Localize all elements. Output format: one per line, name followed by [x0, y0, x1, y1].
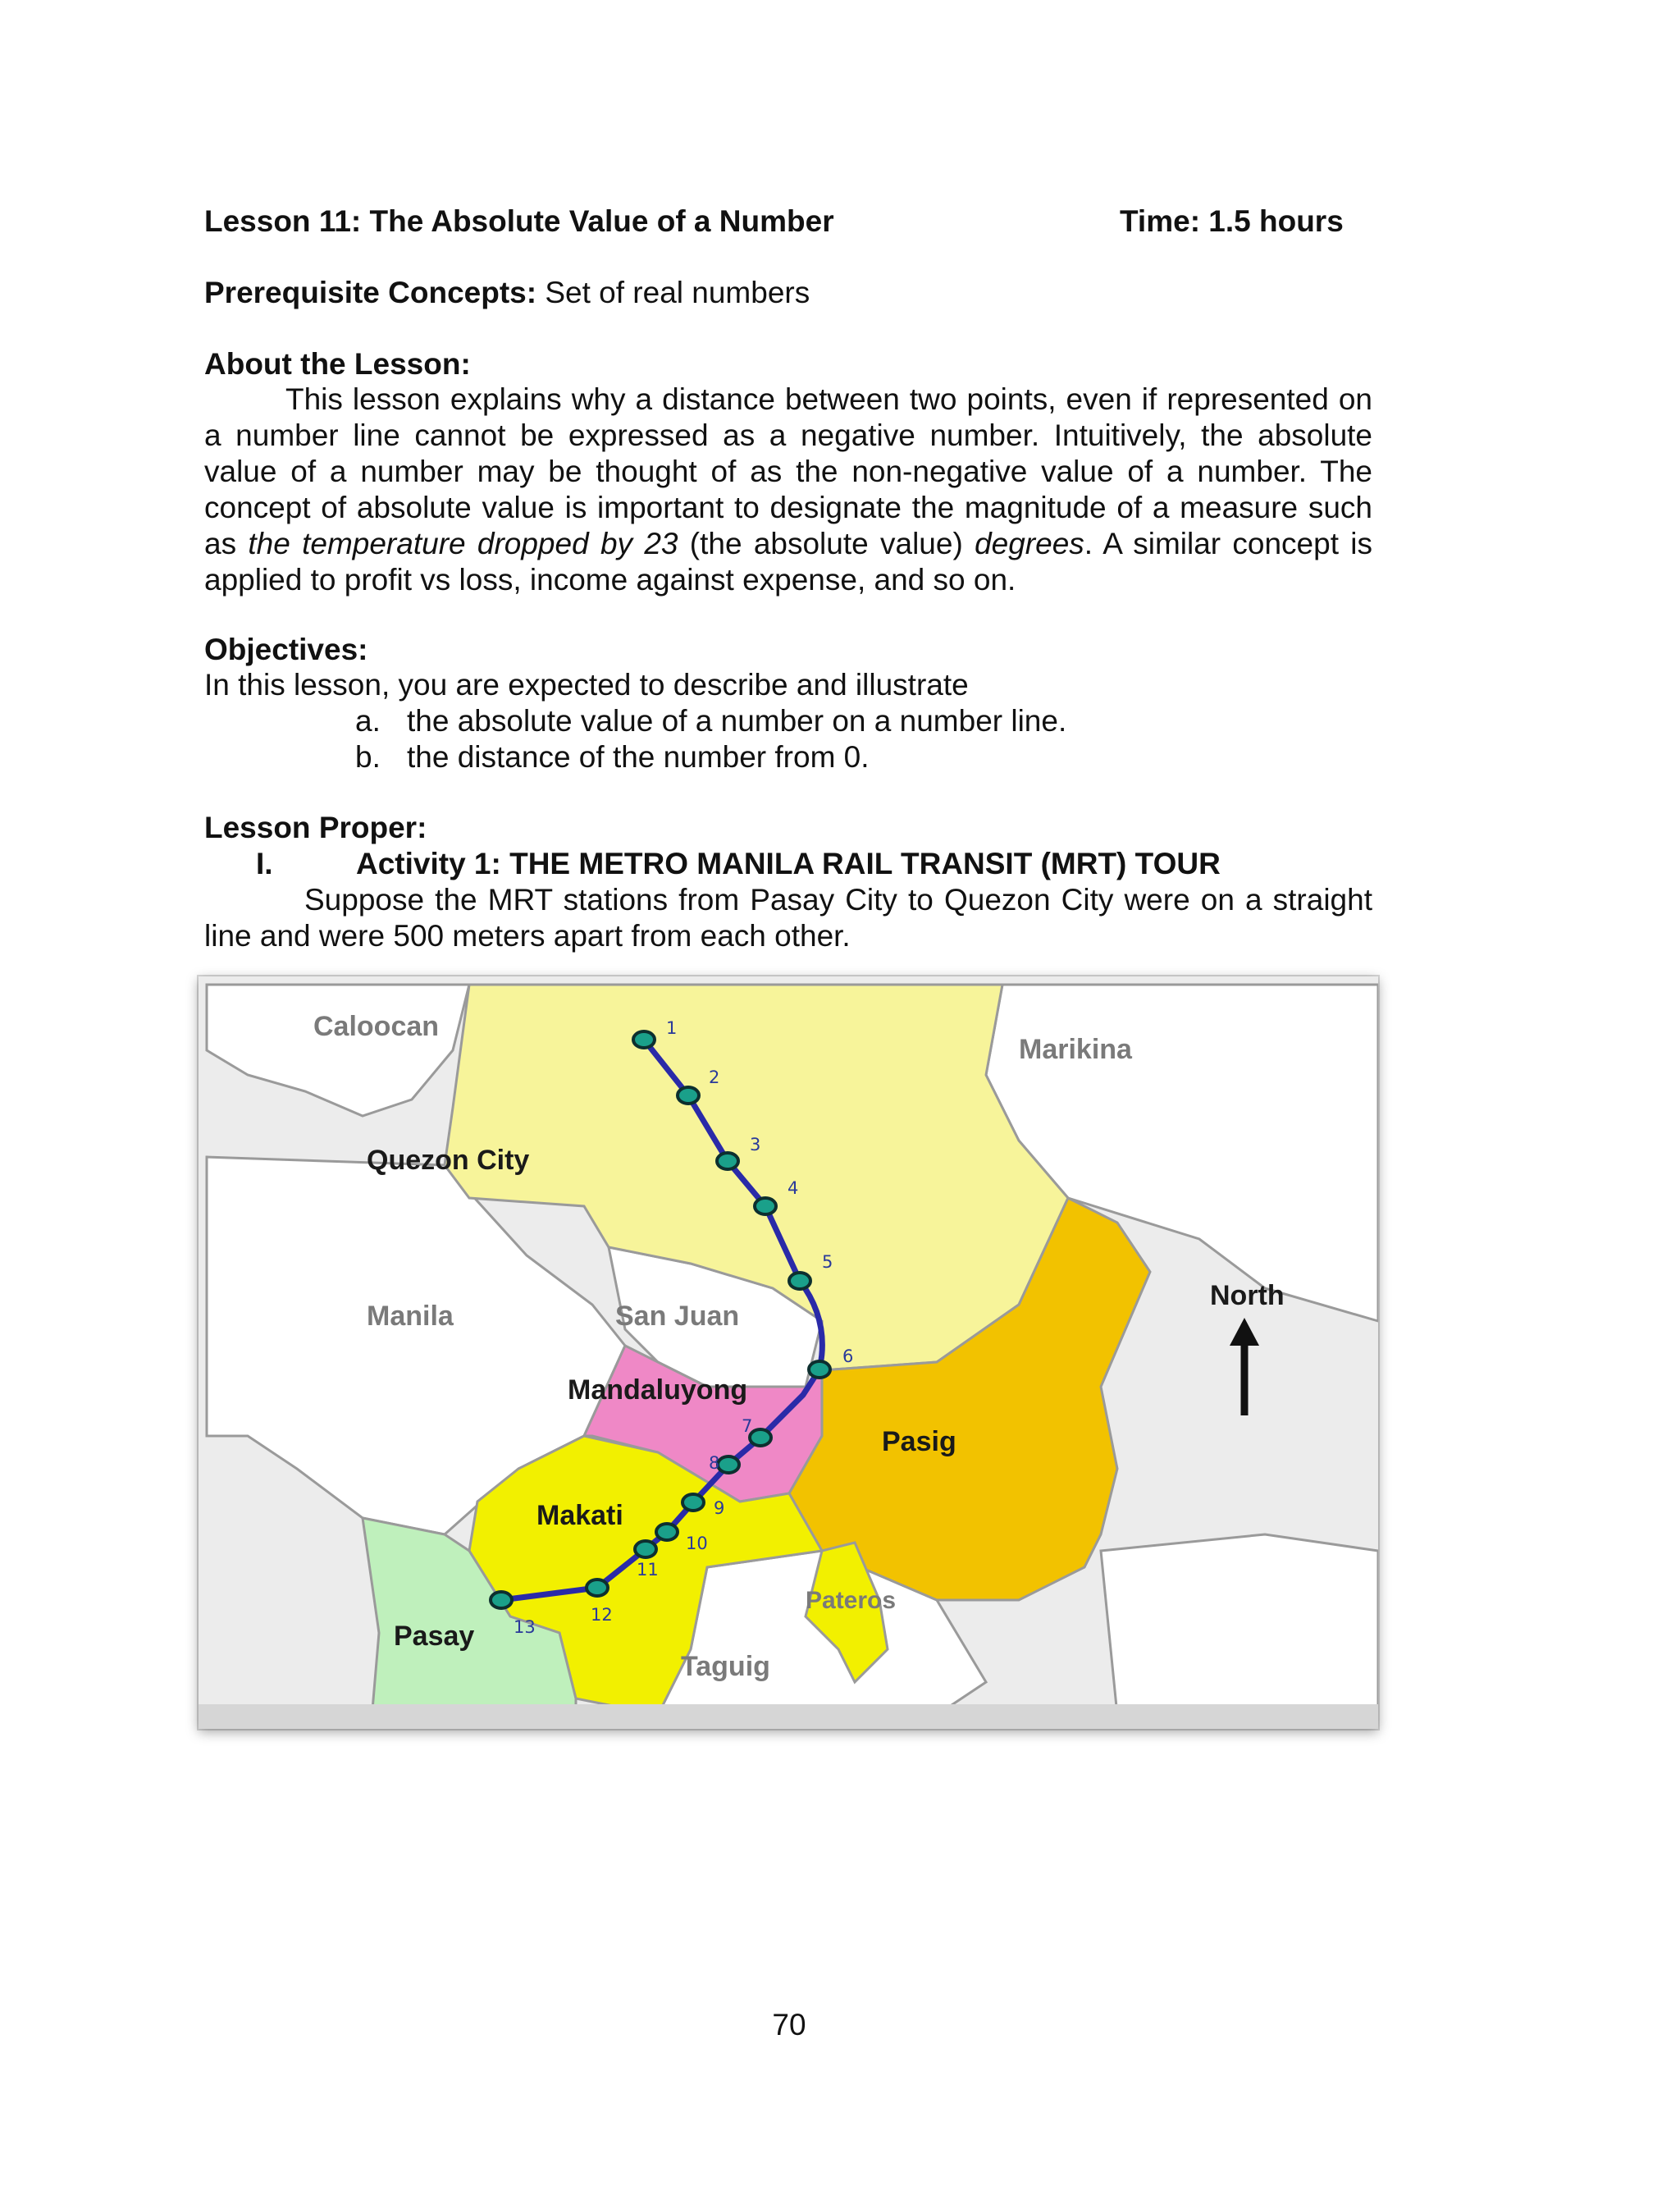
station-label-1: 1 — [666, 1018, 678, 1038]
station-marker-1 — [633, 1031, 655, 1048]
objective-marker-b: b. — [355, 740, 381, 774]
label-pasay: Pasay — [394, 1621, 475, 1652]
label-mandaluyong: Mandaluyong — [568, 1374, 748, 1406]
about-text-3: . A similar concept is applied to profit vs loss, income against expense, and so on. — [204, 527, 1373, 597]
station-label-6: 6 — [842, 1346, 854, 1366]
label-san-juan: San Juan — [615, 1301, 740, 1332]
station-label-9: 9 — [714, 1498, 725, 1518]
about-emphasis-1: the temperature dropped by 23 — [248, 527, 678, 560]
about-emphasis-2: degrees — [975, 527, 1084, 560]
page-number: 70 — [772, 2008, 806, 2041]
about-text-2: (the absolute value) — [678, 527, 975, 560]
objective-text-a: the absolute value of a number on a number line. — [407, 704, 1067, 738]
station-marker-8 — [718, 1456, 739, 1473]
objectives-heading: Objectives: — [204, 633, 368, 666]
station-label-4: 4 — [788, 1178, 799, 1198]
lesson-time: Time: 1.5 hours — [1120, 204, 1344, 238]
compass-label: North — [1210, 1280, 1285, 1311]
prerequisite-label: Prerequisite Concepts: — [204, 276, 537, 309]
prerequisite-text: Set of real numbers — [536, 276, 810, 309]
activity-numeral: I. — [256, 847, 273, 880]
label-pasig: Pasig — [882, 1426, 956, 1457]
label-caloocan: Caloocan — [313, 1011, 440, 1042]
lesson-title: Lesson 11: The Absolute Value of a Number — [204, 204, 834, 238]
station-label-8: 8 — [709, 1453, 720, 1473]
station-marker-10 — [656, 1524, 678, 1540]
map-bottom-band — [199, 1704, 1378, 1729]
station-marker-13 — [491, 1592, 512, 1608]
about-paragraph — [204, 382, 1372, 598]
station-label-5: 5 — [822, 1252, 833, 1272]
station-label-2: 2 — [709, 1068, 720, 1087]
station-marker-4 — [755, 1198, 776, 1214]
label-quezon-city: Quezon City — [367, 1145, 530, 1176]
station-marker-2 — [678, 1087, 699, 1104]
station-marker-3 — [717, 1153, 738, 1169]
activity-title: Activity 1: THE METRO MANILA RAIL TRANSIT (MRT) TOUR — [356, 847, 1221, 880]
label-pateros: Pateros — [806, 1587, 897, 1614]
prerequisite-line — [204, 275, 810, 311]
station-marker-5 — [789, 1273, 810, 1289]
label-makati: Makati — [536, 1500, 623, 1531]
objective-text-b: the distance of the number from 0. — [407, 740, 870, 774]
station-marker-12 — [587, 1580, 608, 1596]
label-marikina: Marikina — [1019, 1034, 1132, 1065]
label-manila: Manila — [367, 1301, 454, 1332]
about-heading: About the Lesson: — [204, 347, 471, 381]
station-marker-9 — [682, 1494, 704, 1511]
station-label-3: 3 — [750, 1135, 761, 1154]
activity-paragraph: Suppose the MRT stations from Pasay City to Quezon City were on a straight line and were 500 meters apart from each other. — [204, 883, 1372, 953]
station-marker-11 — [635, 1541, 656, 1557]
station-label-11: 11 — [637, 1560, 659, 1580]
station-marker-7 — [750, 1429, 771, 1446]
lesson-proper-heading: Lesson Proper: — [204, 811, 427, 844]
station-label-13: 13 — [514, 1617, 536, 1637]
station-marker-6 — [809, 1361, 830, 1378]
objective-marker-a: a. — [355, 704, 381, 738]
region-east-right — [1101, 1534, 1378, 1715]
mrt-map-svg — [199, 976, 1378, 1729]
station-label-10: 10 — [686, 1534, 708, 1553]
objectives-intro: In this lesson, you are expected to describe and illustrate — [204, 668, 969, 702]
station-label-12: 12 — [591, 1605, 613, 1625]
station-label-7: 7 — [742, 1416, 753, 1436]
about-text-1: This lesson explains why a distance between two points, even if represented on a number line cannot be expressed as a negative number. Intuitively, the absolute value of a number may be thought of as the non-negative value of a number. The concept of absolute value is important to designate the magnitude of a measure such as — [204, 382, 1372, 560]
label-taguig: Taguig — [681, 1651, 770, 1682]
mrt-map — [199, 976, 1378, 1729]
